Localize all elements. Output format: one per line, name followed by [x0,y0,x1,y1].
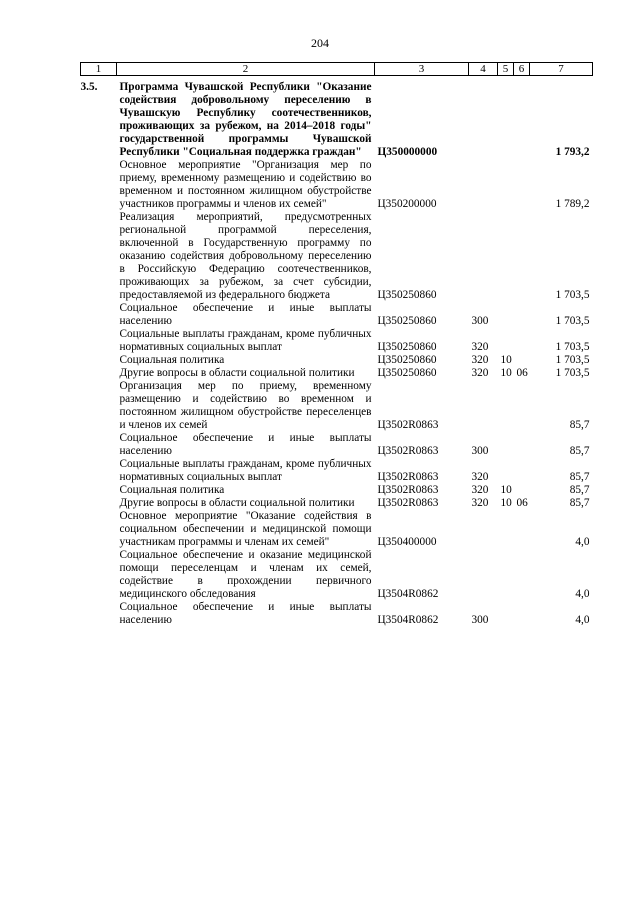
row-name: Реализация мероприятий, предусмотренных региональной программой переселения, включенной в Государственную программу по оказанию содействия добровольному переселению в Российскую Федерацию соотечественников, проживающих за рубежом, за счет субсидии, предоставляемой из федерального бюджета [119,211,372,301]
row-expense-type: 300 [471,315,489,327]
row-subsection [514,159,530,211]
row-subsection [514,432,530,458]
row-expense-type: 300 [471,614,489,626]
table-row [81,302,593,328]
table-row [81,510,593,549]
row-expense-type [469,76,498,160]
row-expense-type [469,159,498,211]
row-sum: 1 703,5 [555,354,590,366]
row-target-code: Ц350200000 [377,198,437,210]
row-expense-type: 320 [471,497,489,509]
row-name: Другие вопросы в области социальной политики [119,497,355,509]
table-row [81,601,593,627]
row-subsection: 06 [516,367,528,379]
row-target-code: Ц350000000 [377,146,438,158]
table-row [81,354,593,367]
row-sum: 1 703,5 [555,315,590,327]
row-subsection [514,549,530,601]
row-name: Организация мер по приему, временному размещению и содействию во временном и постоянном жилищном обустройстве переселенцев и членов их семей [119,380,372,431]
page-number: 204 [311,36,329,50]
row-section [498,549,514,601]
row-subsection [514,211,530,302]
row-name: Социальные выплаты гражданам, кроме публичных нормативных социальных выплат [119,458,372,483]
row-target-code: Ц350250860 [377,341,437,353]
table-header-row [81,63,593,76]
row-name: Социальное обеспечение и оказание медицинской помощи переселенцам и членам их семей, содействие в прохождении первичного медицинского обследования [119,549,372,600]
row-section: 10 [500,497,512,509]
row-section [498,380,514,432]
row-subsection [514,328,530,354]
row-target-code: Ц350250860 [377,354,437,366]
row-sum: 85,7 [569,419,590,431]
header-cell: 2 [117,63,375,76]
table-row [81,497,593,510]
row-sum: 4,0 [575,588,590,600]
row-target-code: Ц3504R0862 [377,588,439,600]
row-name: Социальное обеспечение и иные выплаты населению [119,302,372,327]
row-expense-type: 320 [471,367,489,379]
row-section: 10 [500,367,512,379]
row-sum: 85,7 [569,471,590,483]
row-name: Программа Чувашской Республики "Оказание содействия добровольному переселению в Чувашскую Республику соотечественников, проживающих за рубежом, на 2014–2018 годы" государственной программы Чувашской Республики "Социальная поддержка граждан" [119,81,372,158]
row-subsection [514,510,530,549]
header-cell: 5 [498,63,514,76]
row-sum: 1 793,2 [555,146,590,158]
row-expense-type [469,380,498,432]
row-section [498,211,514,302]
table-row [81,328,593,354]
row-section [498,328,514,354]
row-sum: 1 789,2 [555,198,590,210]
table-row [81,380,593,432]
table-row [81,458,593,484]
header-cell: 1 [81,63,117,76]
row-subsection [514,458,530,484]
row-section: 10 [500,354,512,366]
row-section [498,458,514,484]
row-sum: 1 703,5 [555,367,590,379]
row-expense-type [469,549,498,601]
row-expense-type: 320 [471,471,489,483]
header-cell: 3 [375,63,469,76]
row-subsection [514,302,530,328]
row-expense-type: 320 [471,484,489,496]
row-section [498,159,514,211]
row-expense-type: 320 [471,354,489,366]
row-name: Социальная политика [119,484,225,496]
row-subsection [514,354,530,367]
table-row [81,76,593,160]
row-target-code: Ц350400000 [377,536,437,548]
table-row [81,367,593,380]
row-subsection: 06 [516,497,528,509]
row-section: 10 [500,484,512,496]
row-section [498,76,514,160]
row-sum: 4,0 [575,536,590,548]
section-number: 3.5. [80,81,98,93]
table-row [81,432,593,458]
row-expense-type [469,211,498,302]
budget-table [80,62,593,627]
row-name: Другие вопросы в области социальной политики [119,367,355,379]
row-target-code: Ц3502R0863 [377,497,439,509]
row-sum: 85,7 [569,445,590,457]
header-cell: 4 [469,63,498,76]
row-section [498,302,514,328]
row-name: Социальное обеспечение и иные выплаты населению [119,432,372,457]
row-sum: 4,0 [575,614,590,626]
row-target-code: Ц3504R0862 [377,614,439,626]
row-name: Основное мероприятие "Организация мер по приему, временному размещению и содействию во временном и постоянном жилищном обустройстве участников программы и членов их семей" [119,159,372,210]
row-subsection [514,484,530,497]
table-row [81,484,593,497]
table-row [81,549,593,601]
row-expense-type: 300 [471,445,489,457]
row-section [498,510,514,549]
row-name: Основное мероприятие "Оказание содействия в социальном обеспечении и медицинской помощи участникам программы и членам их семей" [119,510,372,548]
row-sum: 85,7 [569,497,590,509]
row-target-code: Ц350250860 [377,315,437,327]
row-expense-type: 320 [471,341,489,353]
row-sum: 85,7 [569,484,590,496]
table-row [81,211,593,302]
header-cell: 7 [530,63,593,76]
row-section [498,601,514,627]
row-section [498,432,514,458]
row-name: Социальная политика [119,354,225,366]
header-cell: 6 [514,63,530,76]
table-row [81,159,593,211]
row-target-code: Ц350250860 [377,289,437,301]
row-expense-type [469,510,498,549]
row-subsection [514,601,530,627]
row-sum: 1 703,5 [555,289,590,301]
row-target-code: Ц3502R0863 [377,445,439,457]
row-subsection [514,380,530,432]
row-target-code: Ц3502R0863 [377,471,439,483]
row-subsection [514,76,530,160]
row-target-code: Ц350250860 [377,367,437,379]
row-name: Социальные выплаты гражданам, кроме публичных нормативных социальных выплат [119,328,372,353]
row-target-code: Ц3502R0863 [377,484,439,496]
row-name: Социальное обеспечение и иные выплаты населению [119,601,372,626]
row-target-code: Ц3502R0863 [377,419,439,431]
row-sum: 1 703,5 [555,341,590,353]
